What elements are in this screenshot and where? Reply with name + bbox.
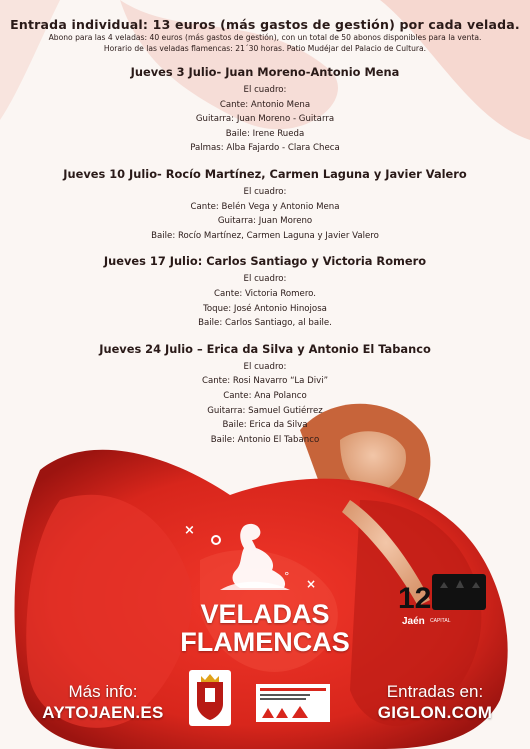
event-line: Cante: Rosi Navarro “La Divi” (201, 376, 329, 387)
event-line: Guitarra: Juan Moreno (217, 216, 313, 227)
brand-line-1: VELADAS (200, 599, 330, 629)
event-title: Jueves 24 Julio – Erica da Silva y Antonio El Tabanco (99, 341, 431, 356)
anniversary-city: Jaén (402, 616, 425, 627)
event-line: Baile: Antonio El Tabanco (210, 434, 320, 445)
schedule-line: Horario de las veladas flamencas: 21´30 horas. Patio Mudéjar del Palacio de Cultura. (103, 43, 427, 53)
event-line: Cante: Antonio Mena (219, 99, 311, 110)
info-label: Más info: (68, 682, 138, 701)
event-2 (0, 167, 530, 243)
culture-department-logo (256, 684, 330, 722)
more-info-block (28, 682, 178, 723)
event-line: Baile: Irene Rueda (225, 128, 305, 139)
info-site-link[interactable]: AYTOJAEN.ES (42, 703, 164, 722)
event-line: El cuadro: (243, 274, 287, 285)
dancer-logo-icon (180, 518, 330, 598)
event-line: Baile: Rocío Martínez, Carmen Laguna y Javier Valero (151, 230, 379, 241)
event-line: Guitarra: Samuel Gutiérrez (207, 405, 323, 416)
event-1 (0, 65, 530, 156)
event-title: Jueves 17 Julio: Carlos Santiago y Victoria Romero (103, 254, 427, 269)
event-line: El cuadro: (243, 85, 287, 95)
tickets-site-link[interactable]: GIGLON.COM (377, 703, 493, 722)
anniversary-number: 12 (398, 582, 432, 615)
svg-text:×: × (306, 577, 317, 591)
event-line: Baile: Erica da Silva (222, 420, 308, 431)
event-title: Jueves 3 Julio- Juan Moreno-Antonio Mena (130, 65, 400, 79)
event-title: Jueves 10 Julio- Rocío Martínez, Carmen Laguna y Javier Valero (63, 166, 467, 181)
event-line: Cante: Ana Polanco (223, 390, 307, 401)
city-coat-of-arms (189, 670, 231, 726)
svg-text:°: ° (284, 570, 290, 583)
event-line: Toque: José Antonio Hinojosa (203, 303, 327, 314)
anniversary-sub: CAPITAL (430, 618, 451, 624)
svg-text:×: × (184, 523, 195, 538)
subscription-line: Abono para las 4 veladas: 40 euros (más gastos de gestión), con un total de 50 abonos disponibles para la venta. (48, 33, 482, 42)
event-line: Guitarra: Juan Moreno - Guitarra (195, 114, 335, 125)
event-line: El cuadro: (243, 361, 287, 372)
event-line: El cuadro: (243, 186, 287, 197)
price-line: Entrada individual: 13 euros (más gastos de gestión) por cada velada. (10, 17, 520, 32)
tickets-label: Entradas en: (386, 682, 484, 701)
event-line: Baile: Carlos Santiago, al baile. (198, 318, 332, 329)
brand-line-2: FLAMENCAS (180, 627, 350, 657)
event-4 (0, 342, 530, 448)
event-line: Cante: Belén Vega y Antonio Mena (190, 201, 340, 212)
event-line: Cante: Victoria Romero. (213, 288, 317, 299)
tickets-block (360, 682, 510, 723)
anniversary-logo (396, 568, 492, 628)
event-3 (0, 254, 530, 330)
event-line: Palmas: Alba Fajardo - Clara Checa (190, 143, 340, 154)
